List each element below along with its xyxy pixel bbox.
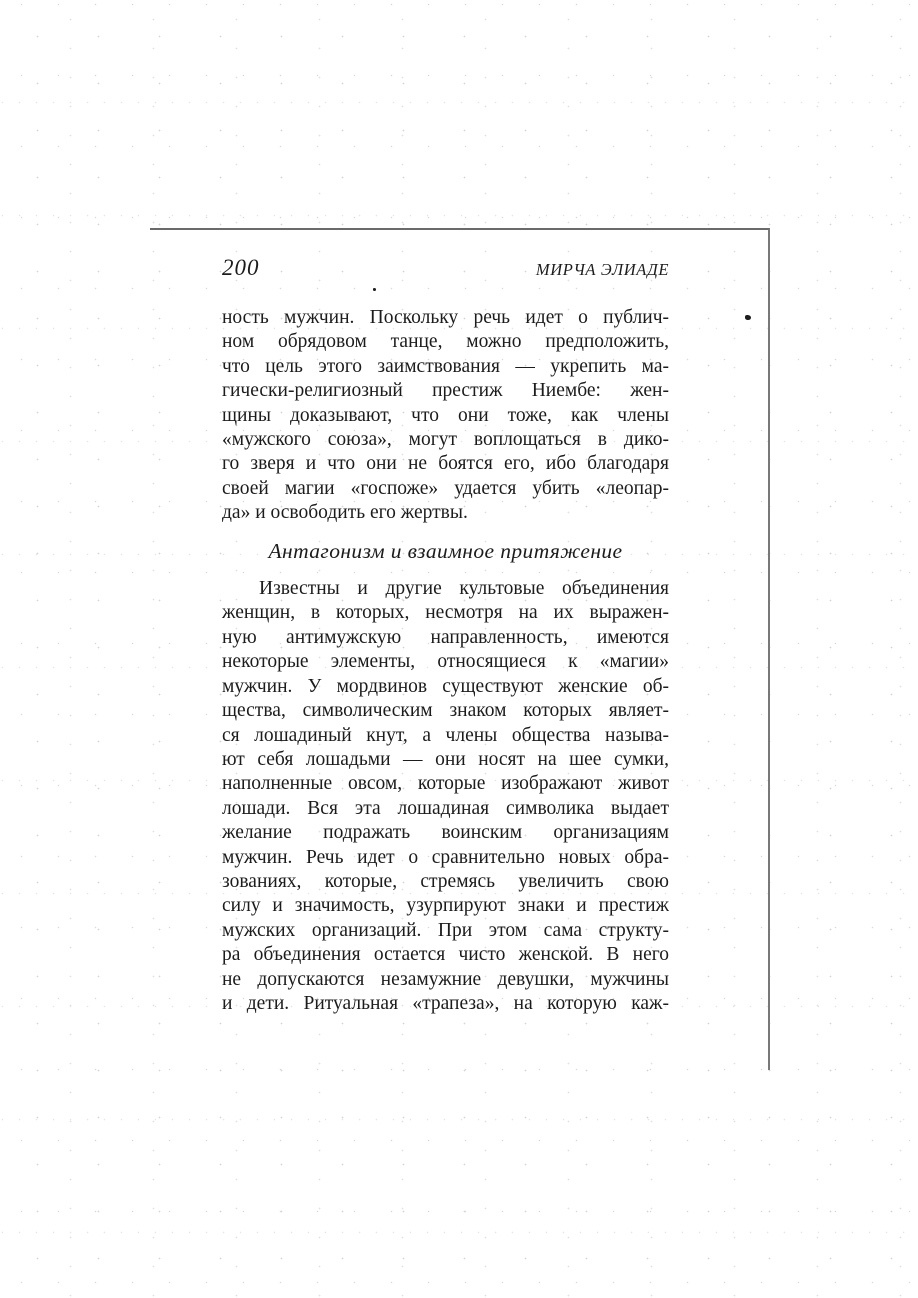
section-heading: Антагонизм и взаимное притяжение [268,538,623,563]
running-head [222,255,669,281]
text-line: «мужского союза», могут воплощаться в дико- [222,429,669,451]
text-line: женщин, в которых, несмотря на их выражен- [222,602,669,624]
text-line: некоторые элементы, относящиеся к «магии» [222,651,669,673]
text-line: мужских организаций. При этом сама структу- [222,919,669,941]
text-line: го зверя и что они не боятся его, ибо благодаря [222,453,669,475]
text-line: не допускаются незамужние девушки, мужчины [222,968,669,990]
text-line: желание подражать воинским организациям [222,822,669,844]
text-line: щества, символическим знаком которых являет- [222,700,669,722]
paragraph [222,306,669,526]
text-line: ра объединения остается чисто женской. В него [222,944,669,966]
text-line: своей магии «госпоже» удается убить «леопар- [222,477,669,499]
text-line: щины доказывают, что они тоже, как члены [222,404,669,426]
running-title: МИРЧА ЭЛИАДЕ [535,260,669,279]
text-line: да» и освободить его жертвы. [222,502,468,524]
text-line: силу и значимость, узурпируют знаки и престиж [222,895,669,917]
text-line: наполненные овсом, которые изображают живот [222,773,669,795]
text-line: мужчин. У мордвинов существуют женские об- [222,675,669,697]
ink-speck [373,288,376,291]
text-line: Известны и другие культовые объединения [259,578,669,600]
text-line: ную антимужскую направленность, имеются [222,626,669,648]
page-number: 200 [222,255,260,280]
ink-speck [745,315,751,320]
text-line: зованиях, которые, стремясь увеличить свою [222,870,669,892]
text-line: гически-религиозный престиж Ниембе: жен- [222,380,669,402]
text-line: лошади. Вся эта лошадиная символика выдает [222,797,669,819]
paragraph [222,577,669,1016]
text-line: ют себя лошадьми — они носят на шее сумки, [222,748,669,770]
text-line: ся лошадиный кнут, а члены общества называ- [222,724,669,746]
text-line: ном обрядовом танце, можно предположить, [222,331,669,353]
text-line: что цель этого заимствования — укрепить ма- [222,355,669,377]
text-line: ность мужчин. Поскольку речь идет о публич- [222,307,669,328]
body-text [222,306,669,1016]
text-line: и дети. Ритуальная «трапеза», на которую каж- [222,992,669,1014]
text-line: мужчин. Речь идет о сравнительно новых обра- [222,846,669,868]
